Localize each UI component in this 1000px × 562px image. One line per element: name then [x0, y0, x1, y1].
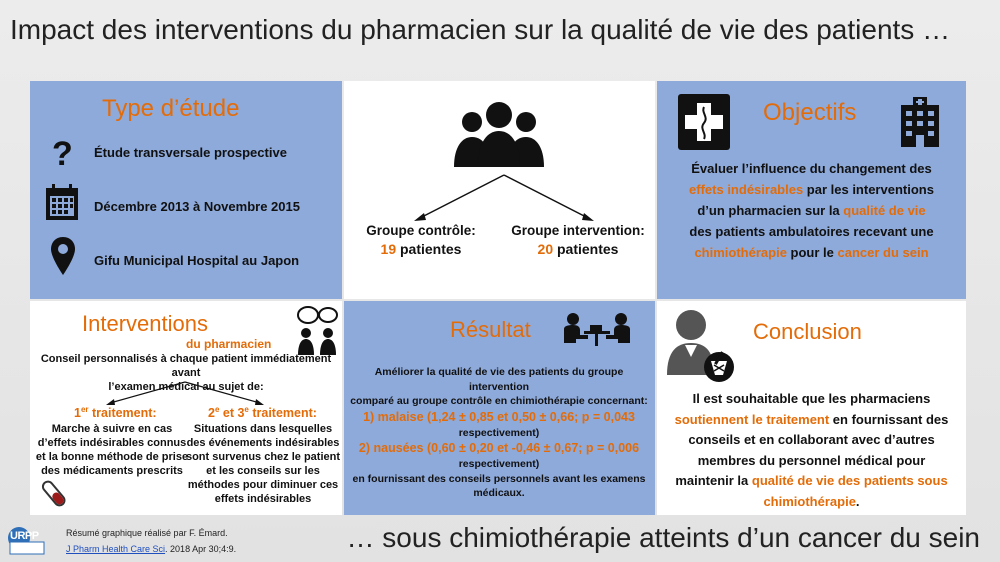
reference-link[interactable]: J Pharm Health Care Sci [66, 544, 166, 554]
objectifs-line-2: par les interventions [803, 182, 934, 197]
panel-type-etude [30, 81, 342, 299]
objectifs-highlight-cancer: cancer du sein [837, 245, 929, 260]
urpp-logo [6, 524, 46, 556]
control-group [356, 221, 486, 259]
objectifs-heading: Objectifs [763, 99, 857, 126]
second-treatment-line: des événements indésirables [186, 437, 340, 449]
second-treatment-label: traitement: [248, 406, 317, 421]
resultat-malaise: 1) malaise (1,24 ± 0,85 et 0,50 ± 0,66; p = 0,043 [363, 409, 635, 424]
first-treatment-line: Marche à suivre en cas [51, 423, 173, 435]
resultat-line-7: en fournissant des conseils personnels avant les examens [352, 472, 646, 485]
second-treatment-line: sont survenus chez le patient [185, 451, 341, 463]
objectifs-highlight-qualite: qualité de vie [843, 203, 926, 218]
calendar-icon [44, 184, 80, 222]
interventions-intro-2: l’examen médical au sujet de: [108, 381, 264, 393]
first-treatment-line: et la bonne méthode de prise [35, 451, 189, 463]
objectifs-highlight-chimio: chimiothérapie [694, 245, 787, 260]
second-treatment-line: et les conseils sur les [206, 465, 320, 477]
conclusion-heading: Conclusion [753, 319, 862, 344]
consultation-chat-icon [296, 305, 340, 357]
objectifs-line-5: pour le [786, 245, 838, 260]
control-group-count: 19 [380, 241, 397, 257]
panel-conclusion [657, 301, 966, 515]
first-treatment-num: 1 [74, 406, 81, 421]
resultat-heading: Résultat [450, 317, 531, 342]
first-treatment-line: des médicaments prescrits [41, 465, 183, 477]
second-treatment-sup-2: e [244, 405, 249, 414]
second-treatment-mid: et 3 [219, 406, 245, 421]
conclusion-line-3: conseils et en collaborant avec d’autres [688, 432, 935, 447]
svg-text:?: ? [52, 135, 73, 169]
objectifs-text [661, 158, 962, 263]
second-treatment-line: effets indésirables [214, 493, 312, 505]
intervention-group [504, 221, 652, 259]
resultat-line-8: médicaux. [473, 487, 525, 499]
objectifs-highlight-effets: effets indésirables [689, 182, 804, 197]
conclusion-line-4: membres du personnel médical pour [697, 452, 926, 468]
credit-text: Résumé graphique réalisé par F. Émard. [66, 528, 228, 538]
resultat-line-4: respectivement) [458, 426, 540, 439]
pharmacy-cross-icon [677, 93, 731, 151]
group-people-icon [454, 95, 544, 169]
first-treatment-label: traitement: [88, 406, 157, 421]
first-treatment-text [32, 422, 192, 478]
interventions-intro-1: Conseil personnalisés à chaque patient immédiatement avant [40, 353, 332, 379]
conclusion-line-2: en fournissant des [829, 411, 949, 427]
page-title-top: Impact des interventions du pharmacien sur la qualité de vie des patients … [10, 14, 951, 45]
type-etude-heading: Type d’étude [102, 95, 240, 122]
control-group-unit: patientes [400, 241, 462, 257]
resultat-text [346, 365, 652, 501]
branch-arrows [404, 173, 604, 225]
intervention-group-count: 20 [537, 241, 554, 257]
intervention-group-unit: patientes [557, 241, 619, 257]
study-period-text: Décembre 2013 à Novembre 2015 [94, 199, 300, 214]
interventions-arrows [90, 381, 280, 407]
panel-interventions [30, 301, 342, 515]
reference [66, 544, 236, 554]
first-treatment-line: d’effets indésirables connus [37, 437, 187, 449]
question-mark-icon [48, 135, 76, 169]
hospital-building-icon [899, 95, 941, 149]
location-pin-icon [50, 236, 76, 276]
first-treatment-heading [74, 405, 157, 420]
interventions-heading: Interventions [82, 311, 208, 336]
resultat-nausees: 2) nausées (0,60 ± 0,20 et -0,46 ± 0,67; p = 0,006 [358, 441, 640, 455]
pharmacist-avatar-icon [663, 305, 737, 389]
location-text: Gifu Municipal Hospital au Japon [94, 253, 300, 268]
panel-objectifs [657, 81, 966, 299]
conclusion-text [661, 389, 962, 512]
urpp-logo-text: URPP [10, 530, 39, 542]
second-treatment-heading [208, 405, 317, 420]
intervention-group-label: Groupe intervention: [511, 223, 645, 238]
page-title-bottom: … sous chimiothérapie atteints d’un cancer du sein [346, 522, 980, 553]
control-group-label: Groupe contrôle: [366, 223, 476, 238]
conclusion-highlight-qualite: qualité de vie des patients sous [751, 473, 948, 488]
second-treatment-text [184, 422, 342, 506]
conclusion-highlight-soutiennent: soutiennent le traitement [674, 411, 830, 427]
reference-details: . 2018 Apr 30;4:9. [165, 544, 237, 554]
type-etude-text: Étude transversale prospective [94, 145, 287, 160]
second-treatment-line: Situations dans lesquelles [193, 423, 333, 435]
panel-resultat [344, 301, 655, 515]
second-treatment-line: méthodes pour diminuer ces [187, 479, 339, 491]
conclusion-line-5: maintenir la [675, 473, 752, 488]
objectifs-line-3: d’un pharmacien sur la [697, 203, 844, 218]
conclusion-line-1: Il est souhaitable que les pharmaciens [692, 391, 931, 406]
panel-groups [344, 81, 655, 299]
second-treatment-sup: e [214, 405, 220, 414]
conclusion-line-6: . [855, 493, 860, 509]
resultat-line-6: respectivement) [458, 458, 540, 470]
objectifs-line-4: des patients ambulatoires recevant une [689, 224, 934, 239]
first-treatment-sup: er [80, 405, 89, 414]
resultat-line-2: comparé au groupe contrôle en chimiothérapie concernant: [350, 395, 648, 407]
interventions-subheading: du pharmacien [186, 337, 272, 351]
objectifs-line-1: Évaluer l’influence du changement des [691, 161, 932, 176]
conclusion-highlight-chimio: chimiothérapie [763, 493, 856, 509]
second-treatment-num: 2 [208, 406, 215, 421]
meeting-table-icon [564, 309, 630, 349]
test-tube-icon [38, 479, 72, 511]
resultat-line-1: Améliorer la qualité de vie des patients du groupe intervention [374, 366, 624, 393]
